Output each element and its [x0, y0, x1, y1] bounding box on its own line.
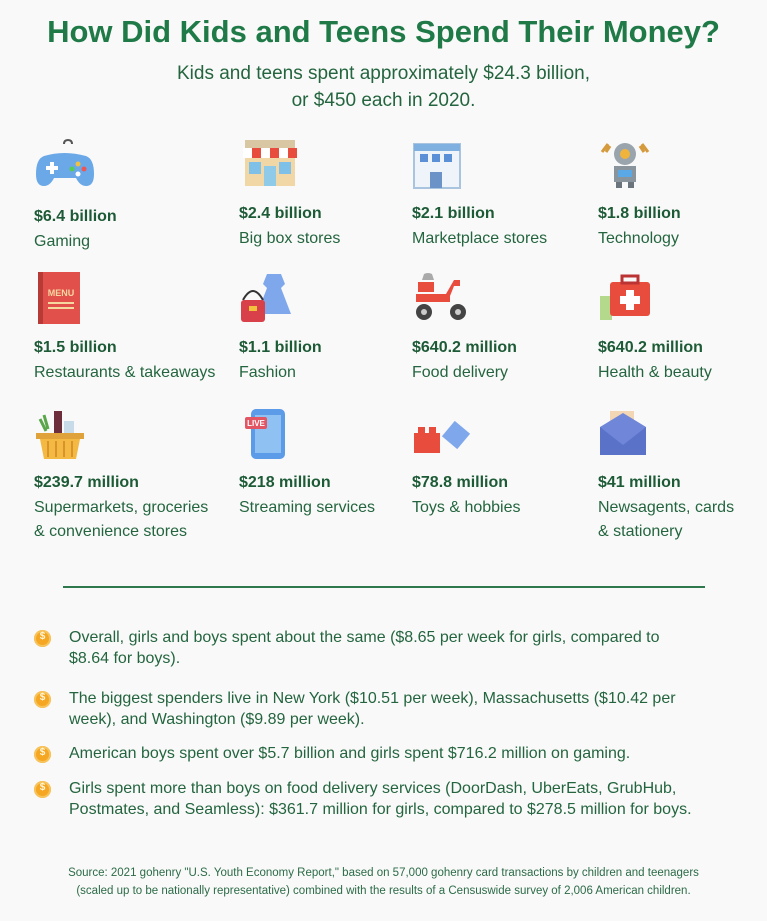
grocery-basket-icon	[34, 407, 96, 461]
menu-book-icon	[34, 272, 96, 326]
first-aid-kit-icon	[598, 272, 660, 326]
subtitle-line-2: or $450 each in 2020.	[291, 90, 476, 111]
category-label-continued: & convenience stores	[34, 523, 187, 540]
category-label: Marketplace stores	[412, 230, 548, 247]
section-divider	[63, 586, 705, 588]
category-label: Toys & hobbies	[412, 499, 521, 516]
envelope-card-icon	[598, 407, 660, 461]
toy-blocks-icon	[412, 407, 474, 461]
coin-icon: $	[34, 781, 51, 798]
source-line: (scaled up to be nationally representative) combined with the results of a Censuswide survey of 2,006 American children.	[76, 885, 691, 897]
category-label: Gaming	[34, 233, 91, 250]
category-amount: $218 million	[239, 474, 331, 491]
category-amount: $41 million	[598, 474, 681, 491]
fact-text	[69, 627, 739, 669]
fact-text	[69, 688, 739, 730]
category-amount: $640.2 million	[598, 339, 703, 356]
category-amount: $1.1 billion	[239, 339, 322, 356]
storefront-icon	[239, 138, 301, 192]
category-amount: $78.8 million	[412, 474, 509, 491]
robot-icon	[598, 138, 660, 192]
category-label: Big box stores	[239, 230, 341, 247]
live-phone-icon	[239, 407, 301, 461]
fact-line: Girls spent more than boys on food delivery services (DoorDash, UberEats, GrubHub,	[69, 780, 677, 797]
category-amount: $1.8 billion	[598, 205, 681, 222]
source-note	[10, 864, 757, 900]
fact-line: $8.64 for boys).	[69, 650, 181, 667]
category-amount: $2.4 billion	[239, 205, 322, 222]
category-label: Fashion	[239, 364, 296, 381]
category-label: Food delivery	[412, 364, 509, 381]
fact-line: American boys spent over $5.7 billion and girls spent $716.2 million on gaming.	[69, 745, 631, 762]
coin-icon: $	[34, 630, 51, 647]
category-amount: $2.1 billion	[412, 205, 495, 222]
fact-line: The biggest spenders live in New York ($10.51 per week), Massachusetts ($10.42 per	[69, 690, 676, 707]
category-label: Restaurants & takeaways	[34, 364, 216, 381]
page-title: How Did Kids and Teens Spend Their Money?	[47, 14, 720, 49]
source-line: Source: 2021 gohenry "U.S. Youth Economy Report," based on 57,000 gohenry card transactions by children and teenagers	[68, 867, 699, 879]
category-amount: $640.2 million	[412, 339, 517, 356]
fact-text	[69, 743, 739, 764]
category-amount: $239.7 million	[34, 474, 139, 491]
gamepad-icon	[34, 138, 96, 192]
fact-line: Postmates, and Seamless): $361.7 million for girls, compared to $278.5 million for boys.	[69, 801, 692, 818]
category-amount: $6.4 billion	[34, 208, 117, 225]
category-label: Newsagents, cards	[598, 499, 735, 516]
browser-store-icon	[412, 138, 474, 192]
category-amount: $1.5 billion	[34, 339, 117, 356]
category-label: Supermarkets, groceries	[34, 499, 209, 516]
category-label: Technology	[598, 230, 679, 247]
delivery-scooter-icon	[412, 272, 474, 326]
coin-icon: $	[34, 691, 51, 708]
page-subtitle	[0, 60, 767, 114]
category-label: Health & beauty	[598, 364, 712, 381]
category-label-continued: & stationery	[598, 523, 683, 540]
fact-line: Overall, girls and boys spent about the same ($8.65 per week for girls, compared to	[69, 629, 660, 646]
category-label: Streaming services	[239, 499, 376, 516]
subtitle-line-1: Kids and teens spent approximately $24.3 billion,	[177, 63, 590, 84]
fact-text	[69, 778, 739, 820]
fact-line: week), and Washington ($9.89 per week).	[69, 711, 365, 728]
svg-text:MENU: MENU	[47, 288, 75, 298]
dress-handbag-icon	[239, 272, 301, 326]
svg-text:LIVE: LIVE	[247, 419, 265, 428]
coin-icon: $	[34, 746, 51, 763]
